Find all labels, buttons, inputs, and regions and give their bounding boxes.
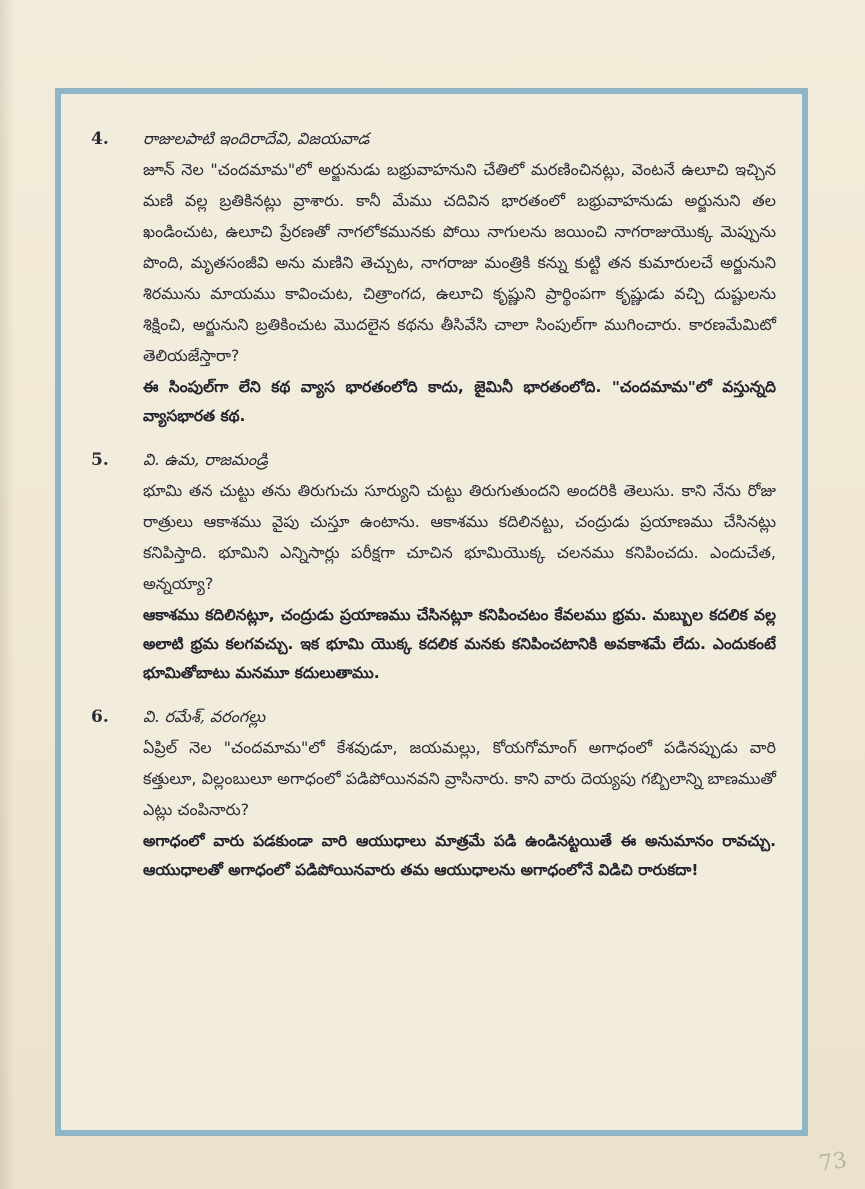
qa-entry-4 [91, 124, 776, 431]
entry-number: 6. [91, 707, 109, 727]
qa-entry-5 [91, 445, 776, 688]
qa-list [91, 124, 776, 899]
entry-header [91, 124, 776, 154]
answer-text: అగాధంలో వారు పడకుండా వారి ఆయుధాలు మాత్రమే పడి ఉండినట్టయితే ఈ అనుమానం రావచ్చు. ఆయుధాలతో అగాధంలో పడిపోయినవారు తమ ఆయుధాలను అగాధంలోనే విడిచి రారుకదా! [143, 832, 776, 879]
question-text: ఏప్రిల్ నెల "చందమామ"లో కేశవుడూ, జయమల్లు, కోయగోమాంగ్ అగాధంలో పడినప్పుడు వారి కత్తులూ, విల్లంబులూ అగాధంలో పడిపోయినవని వ్రాసినారు. కాని వారు దెయ్యపు గబ్బిలాన్ని బాణముతో ఎట్లు చంపినారు? [143, 738, 776, 819]
qa-entry-6 [91, 702, 776, 885]
entry-sender: వి. రమేశ్, వరంగల్లు [143, 707, 266, 726]
entry-header [91, 445, 776, 475]
entry-sender: వి. ఉమ, రాజమండ్రి [143, 450, 268, 469]
answer-text: ఈ సింపుల్‌గా లేని కథ వ్యాస భారతంలోది కాదు, జైమినీ భారతంలోది. "చందమామ"లో వస్తున్నది వ్యాసభారత కథ. [143, 378, 776, 425]
entry-header [91, 702, 776, 732]
page-number-mark: 73 [817, 1148, 849, 1177]
question-text: జూన్ నెల "చందమామ"లో అర్జునుడు బభ్రువాహనుని చేతిలో మరణించినట్లు, వెంటనే ఉలూచి ఇచ్చిన మణి వల్ల బ్రతికినట్లు వ్రాశారు. కానీ మేము చదివిన భారతంలో బభ్రువాహనుడు అర్జునుని తల ఖండించుట, ఉలూచి ప్రేరణతో నాగలోకమునకు పోయి నాగులను జయించి నాగరాజుయొక్క మెప్పును పొంది, మృతసంజీవి అను మణిని తెచ్చుట, నాగరాజు మంత్రికి కన్ను కుట్టి తన కుమారులచే అర్జునుని శిరమును మాయము కావించుట, చిత్రాంగద, ఉలూచి కృష్ణుని ప్రార్థింపగా కృష్ణుడు వచ్చి దుష్టులను శిక్షించి, అర్జునుని బ్రతికించుట మొదలైన కథను తీసివేసి చాలా సింపుల్‌గా ముగించారు. కారణమేమిటో తెలియజేస్తారా? [143, 160, 776, 365]
entry-number: 5. [91, 450, 109, 470]
answer-text: ఆకాశము కదిలినట్లూ, చంద్రుడు ప్రయాణము చేసినట్లూ కనిపించటం కేవలము భ్రమ. మబ్బుల కదలిక వల్ల అలాటి భ్రమ కలగవచ్చు. ఇక భూమి యొక్క కదలిక మనకు కనిపించటానికి అవకాశమే లేదు. ఎందుకంటే భూమితోబాటు మనమూ కదులుతాము. [143, 606, 776, 682]
page-border-frame [55, 88, 808, 1136]
spine-shadow [0, 0, 14, 1189]
entry-number: 4. [91, 129, 109, 149]
question-text: భూమి తన చుట్టు తను తిరుగుచు సూర్యుని చుట్టు తిరుగుతుందని అందరికి తెలుసు. కాని నేను రోజు రాత్రులు ఆకాశము వైపు చుస్తూ ఉంటాను. ఆకాశము కదిలినట్టు, చంద్రుడు ప్రయాణము చేసినట్లు కనిపిస్తాది. భూమిని ఎన్నిసార్లు పరీక్షగా చూచిన భూమియొక్క చలనము కనిపించదు. ఎందుచేత, అన్నయ్యా? [143, 481, 776, 593]
entry-sender: రాజులపాటి ఇందిరాదేవి, విజయవాడ [143, 129, 370, 148]
